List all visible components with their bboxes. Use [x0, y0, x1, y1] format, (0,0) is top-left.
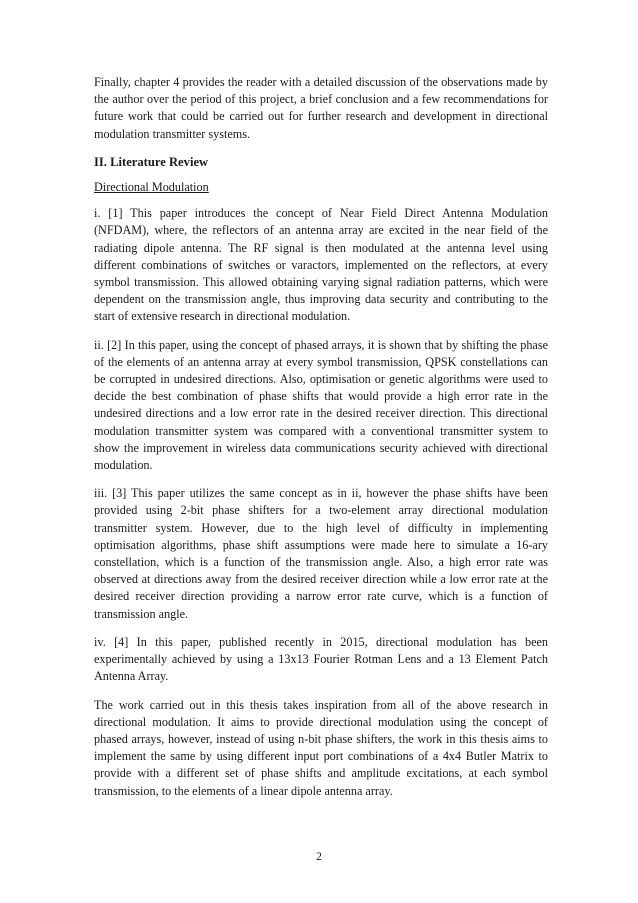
review-item-3: iii. [3] This paper utilizes the same concept as in ii, however the phase shifts have been provided using 2-bit phase shifters for a two-element array directional modulation transmitter system. However, due to the high level of difficulty in implementing optimisation algorithms, phase shift assumptions were made here to simulate a 16-ary constellation, which is a function of the transmission angle. Also, a high error rate was observed at directions away from the desired receiver direction while a low error rate at the desired receiver direction providing a narrow error rate curve, which is a function of transmission angle.	[94, 486, 548, 621]
page-content	[94, 74, 548, 811]
closing-paragraph: The work carried out in this thesis takes inspiration from all of the above research in directional modulation. It aims to provide directional modulation using the concept of phased arrays, however, instead of using n-bit phase shifters, the work in this thesis aims to implement the same by using different input port combinations of a 4x4 Butler Matrix to provide with a different set of phase shifts and amplitude excitations, at each symbol transmission, to the elements of a linear dipole antenna array.	[94, 697, 548, 798]
section-heading: II. Literature Review	[94, 154, 209, 169]
intro-paragraph: Finally, chapter 4 provides the reader with a detailed discussion of the observations made by the author over the period of this project, a brief conclusion and a few recommendations for future work that could be carried out for further research and development in directional modulation transmitter systems.	[94, 75, 548, 141]
subsection-heading: Directional Modulation	[94, 180, 209, 195]
review-item-1: i. [1] This paper introduces the concept of Near Field Direct Antenna Modulation (NFDAM), where, the reflectors of an antenna array are excited in the near field of the radiating dipole antenna. The RF signal is then modulated at the antenna level using different combinations of switches or varactors, implemented on the reflectors, at every symbol transmission. This allowed obtaining varying signal radiation patterns, which were dependent on the transmission angle, thus improving data security and contributing to the start of extensive research in directional modulation.	[94, 206, 548, 324]
review-item-4: iv. [4] In this paper, published recently in 2015, directional modulation has been experimentally achieved by using a 13x13 Fourier Rotman Lens and a 13 Element Patch Antenna Array.	[94, 634, 548, 684]
page-number: 2	[316, 851, 322, 863]
review-item-2: ii. [2] In this paper, using the concept of phased arrays, it is shown that by shifting the phase of the elements of an antenna array at every symbol transmission, QPSK constellations can be corrupted in undesired directions. Also, optimisation or genetic algorithms were used to decide the best combination of phase shifts that would provide a high error rate in the undesired directions and a low error rate in the desired receiver direction. This directional modulation transmitter system was compared with a conventional transmitter system to show the improvement in wireless data communications security achieved with directional modulation.	[94, 337, 548, 473]
